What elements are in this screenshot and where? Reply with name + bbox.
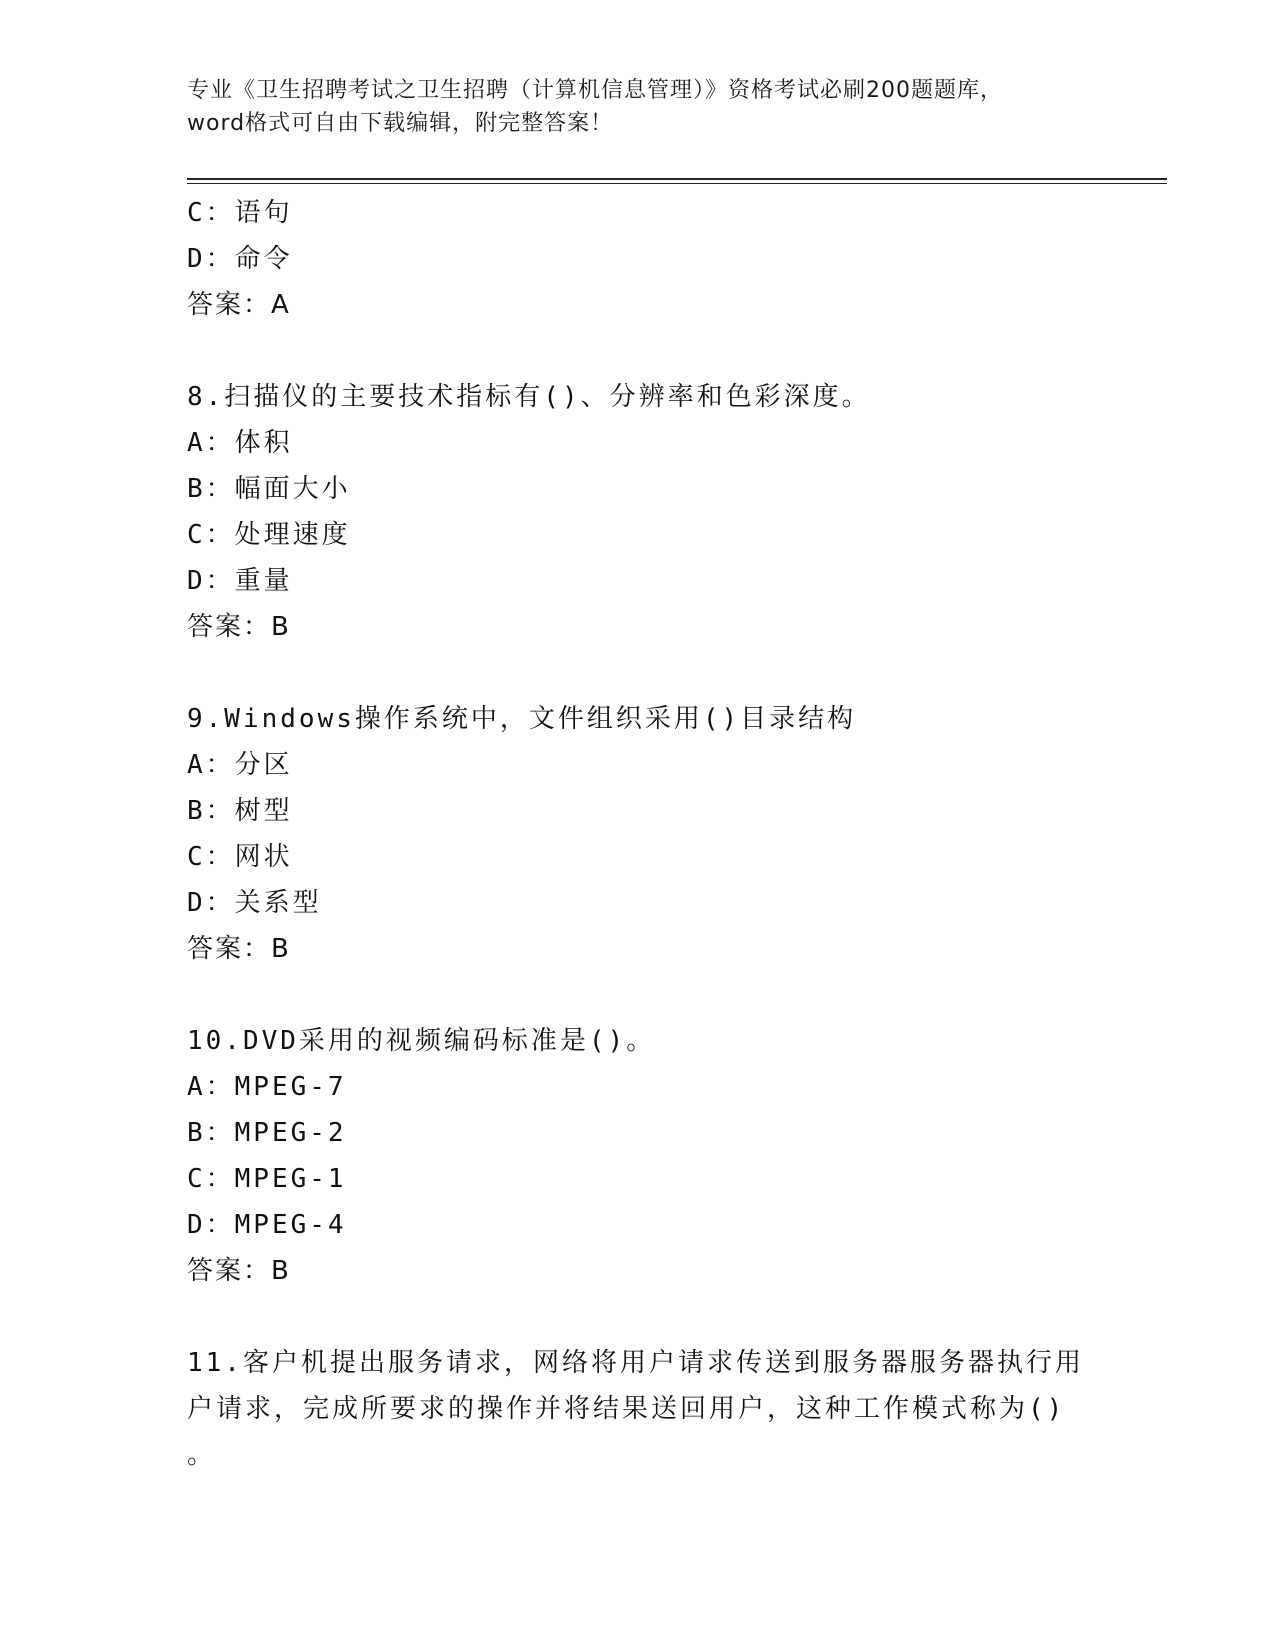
- header-title-line-1: 专业《卫生招聘考试之卫生招聘（计算机信息管理）》资格考试必刷200题题库，: [187, 78, 1003, 103]
- option-c: C：语句: [187, 198, 293, 228]
- question-stem-line-2: 户请求，完成所要求的操作并将结果送回用户，这种工作模式称为(): [187, 1394, 1066, 1424]
- question-stem-line-1: 11.客户机提出服务请求，网络将用户请求传送到服务器服务器执行用: [187, 1348, 1084, 1378]
- spacer: [187, 1294, 1087, 1340]
- option-b: B：幅面大小: [187, 474, 351, 504]
- answer-line: 答案：B: [187, 934, 291, 964]
- question-stem: 8.扫描仪的主要技术指标有()、分辨率和色彩深度。: [187, 382, 871, 412]
- option-a: A：MPEG-7: [187, 1072, 347, 1102]
- option-a: A：分区: [187, 750, 293, 780]
- answer-line: 答案：B: [187, 612, 291, 642]
- header-title-line-2: word格式可自由下载编辑，附完整答案！: [187, 111, 614, 136]
- option-c: C：网状: [187, 842, 293, 872]
- option-d: D：MPEG-4: [187, 1210, 347, 1240]
- header-divider-thin: [187, 183, 1167, 184]
- option-d: D：重量: [187, 566, 293, 596]
- question-stem: 10.DVD采用的视频编码标准是()。: [187, 1026, 656, 1056]
- question-10: [187, 1018, 1087, 1294]
- spacer: [187, 650, 1087, 696]
- header-divider-thick: [187, 178, 1167, 180]
- question-9: [187, 696, 1087, 972]
- question-11: [187, 1340, 1087, 1478]
- option-b: B：树型: [187, 796, 293, 826]
- option-c: C：MPEG-1: [187, 1164, 347, 1194]
- option-b: B：MPEG-2: [187, 1118, 347, 1148]
- option-d: D：关系型: [187, 888, 322, 918]
- answer-line: 答案：A: [187, 290, 291, 320]
- question-stem: 9.Windows操作系统中，文件组织采用()目录结构: [187, 704, 857, 734]
- answer-line: 答案：B: [187, 1256, 291, 1286]
- question-list: [187, 190, 1087, 1478]
- option-d: D：命令: [187, 244, 293, 274]
- question-8: [187, 374, 1087, 650]
- spacer: [187, 972, 1087, 1018]
- document-header: [187, 74, 1087, 140]
- spacer: [187, 328, 1087, 374]
- option-a: A：体积: [187, 428, 293, 458]
- question-stem-line-3: 。: [187, 1440, 217, 1470]
- option-c: C：处理速度: [187, 520, 351, 550]
- question-7-continued: [187, 190, 1087, 328]
